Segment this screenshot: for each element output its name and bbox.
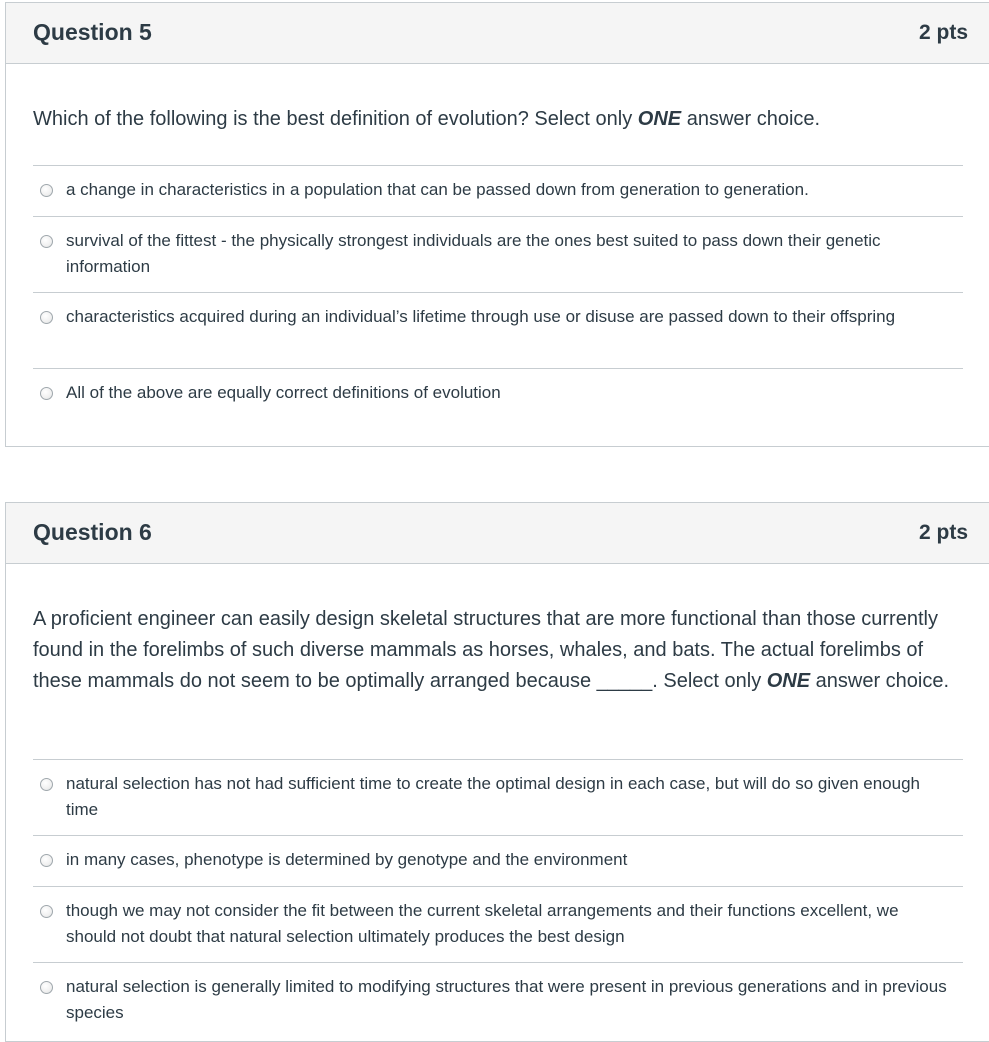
radio-button[interactable] (40, 905, 53, 918)
answer-label[interactable]: in many cases, phenotype is determined by genotype and the environment (66, 850, 628, 869)
question-text-emphasis: ONE (766, 670, 811, 692)
answer-option[interactable] (33, 165, 963, 216)
answer-label[interactable]: survival of the fittest - the physically strongest individuals are the ones best suited to pass down their genetic information (66, 231, 881, 276)
answer-option[interactable] (33, 216, 963, 292)
radio-button[interactable] (40, 981, 53, 994)
radio-button[interactable] (40, 311, 53, 324)
radio-button[interactable] (40, 854, 53, 867)
answer-list (33, 165, 963, 419)
answer-option[interactable] (33, 292, 963, 368)
question-5 (5, 2, 989, 447)
answer-list (33, 759, 963, 1038)
question-text (33, 604, 953, 697)
question-title: Question 5 (33, 19, 152, 45)
question-text-part: answer choice. (681, 108, 821, 130)
question-header (6, 3, 989, 64)
answer-option[interactable] (33, 962, 963, 1038)
answer-label[interactable]: a change in characteristics in a population that can be passed down from generation to generation. (66, 180, 809, 199)
question-title: Question 6 (33, 519, 152, 545)
radio-button[interactable] (40, 387, 53, 400)
question-points: 2 pts (918, 521, 968, 544)
question-text-part: Which of the following is the best definition of evolution? Select only (33, 108, 638, 130)
answer-label[interactable]: All of the above are equally correct definitions of evolution (66, 383, 501, 402)
answer-label[interactable]: characteristics acquired during an individual’s lifetime through use or disuse are passed down to their offspring (66, 307, 896, 326)
answer-option[interactable] (33, 835, 963, 886)
question-header (6, 503, 989, 564)
question-text (33, 104, 953, 135)
question-6 (5, 502, 989, 1042)
answer-label[interactable]: though we may not consider the fit between the current skeletal arrangements and their functions excellent, we should not doubt that natural selection ultimately produces the best design (66, 901, 899, 946)
answer-option[interactable] (33, 759, 963, 835)
question-points: 2 pts (918, 21, 968, 44)
radio-button[interactable] (40, 184, 53, 197)
radio-button[interactable] (40, 778, 53, 791)
answer-label[interactable]: natural selection has not had sufficient time to create the optimal design in each case, but will do so given enough time (66, 774, 920, 819)
answer-label[interactable]: natural selection is generally limited to modifying structures that were present in previous generations and in previous species (66, 977, 947, 1022)
answer-option[interactable] (33, 368, 963, 419)
radio-button[interactable] (40, 235, 53, 248)
question-text-emphasis: ONE (637, 108, 682, 130)
answer-option[interactable] (33, 886, 963, 962)
question-text-part: A proficient engineer can easily design skeletal structures that are more functional than those currently found in the forelimbs of such diverse mammals as horses, whales, and bats. The actual forelimbs of these mammals do not seem to be optimally arranged because _____. Select only (33, 608, 938, 692)
question-text-part: answer choice. (810, 670, 950, 692)
